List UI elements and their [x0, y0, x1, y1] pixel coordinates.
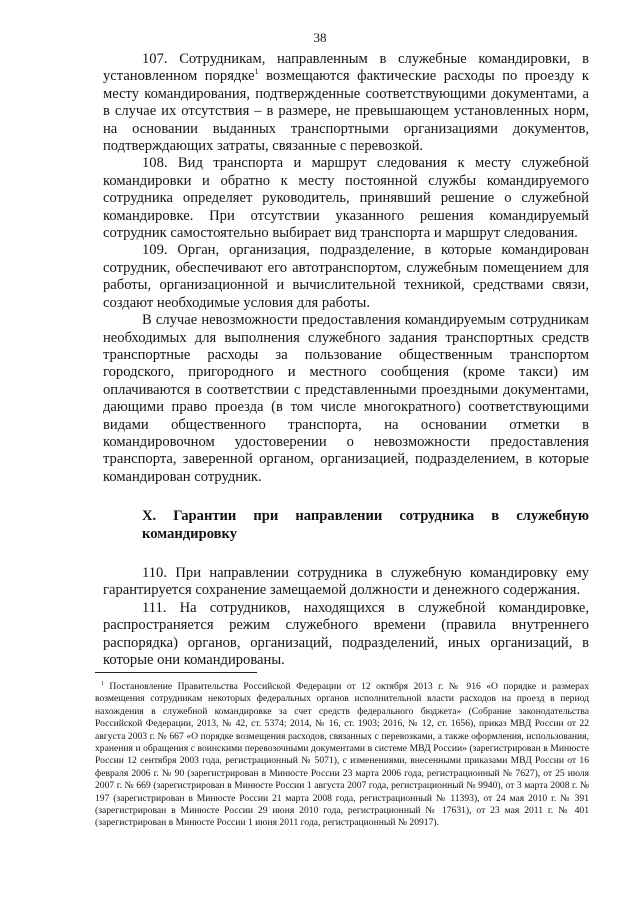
- footnote: [95, 681, 589, 830]
- page-number: 38: [313, 30, 327, 45]
- paragraph-108: 108. Вид транспорта и маршрут следования к месту служебной командировки и обратно к месту постоянной службы командируемого сотрудника определяет руководитель, принявший решение о служебной командировке. При отсутствии указанного решения командируемый сотрудник самостоятельно выбирает вид транспорта и маршрут следования.: [103, 155, 589, 242]
- paragraph-110: 110. При направлении сотрудника в служебную командировку ему гарантируется сохранение замещаемой должности и денежного содержания.: [103, 564, 589, 599]
- paragraph-109-continued: В случае невозможности предоставления командируемым сотрудникам необходимых для выполнения служебного задания транспортных средств транспортные расходы за пользование общественным транспортом городского, пригородного и местного сообщения (кроме такси) им оплачиваются в соответствии с представленными проездными документами, дающими право проезда (в том числе многократного) соответствующими видами общественного транспорта, на основании отметки в командировочном удостоверении о невозможности предоставления транспорта, заверенной органом, организацией, подразделением, в которые командирован сотрудник.: [103, 312, 589, 485]
- footnote-separator: [95, 672, 257, 673]
- footnote-reference[interactable]: 1: [254, 67, 259, 77]
- paragraph-109: 109. Орган, организация, подразделение, в которые командирован сотрудник, обеспечивают его автотранспортом, служебным помещением для работы, организационной и вычислительной техникой, средствами связи, создают необходимые условия для работы.: [103, 242, 589, 311]
- paragraph-107-text: 107. Сотрудникам, направленным в служебные командировки, в установленном порядке: [103, 51, 589, 85]
- footnote-text: Постановление Правительства Российской Федерации от 12 октября 2013 г. № 916 «О порядке и размерах возмещения сотрудникам некоторых федеральных органов исполнительной власти расходов на проезд в период нахождения в служебной командировке за счет средств федерального бюджета» (Собрание законодательства Российской Федерации, 2013, № 42, ст. 5374; 2014, № 16, ст. 1903; 2016, № 12, ст. 1656), приказ МВД России от 22 августа 2003 г. № 667 «О порядке возмещения расходов, связанных с перевозками, а также оформления, использования, хранения и обращения с воинскими перевозочными документами в системе МВД России» (зарегистрирован в Минюсте России 12 сентября 2003 года, регистрационный № 5071), с изменениями, внесенными приказами МВД России от 16 февраля 2006 г. № 90 (зарегистрирован в Минюсте России 23 марта 2006 года, регистрационный № 7627), от 25 июля 2007 г. № 669 (зарегистрирован в Минюсте России 1 августа 2007 года, регистрационный № 9940), от 3 марта 2008 г. № 197 (зарегистрирован в Минюсте России 21 марта 2008 года, регистрационный № 11393), от 24 мая 2010 г. № 391 (зарегистрирован в Минюсте России 29 июня 2010 года, регистрационный № 17631), от 23 мая 2011 г. № 401 (зарегистрирован в Минюсте России 1 июня 2011 года, регистрационный № 20917).: [95, 681, 589, 829]
- footnote-paragraph: [95, 681, 589, 830]
- document-body: [103, 51, 589, 669]
- paragraph-107: [103, 51, 589, 155]
- paragraph-107-text-continued: возмещаются фактические расходы по проезду к месту командирования, подтвержденные соответствующими документами, а в случае их отсутствия – в размере, не превышающем установленных норм, на основании выданных транспортными организациями документов, подтверждающих затраты, связанные с перевозкой.: [103, 68, 589, 155]
- section-heading: X. Гарантии при направлении сотрудника в служебную командировку: [142, 508, 589, 542]
- footnote-marker: 1: [101, 680, 104, 687]
- paragraph-111: 111. На сотрудников, находящихся в служебной командировке, распространяется режим служебного времени (правила внутреннего распорядка) органов, организаций, подразделений, иных организаций, в которые они командированы.: [103, 599, 589, 668]
